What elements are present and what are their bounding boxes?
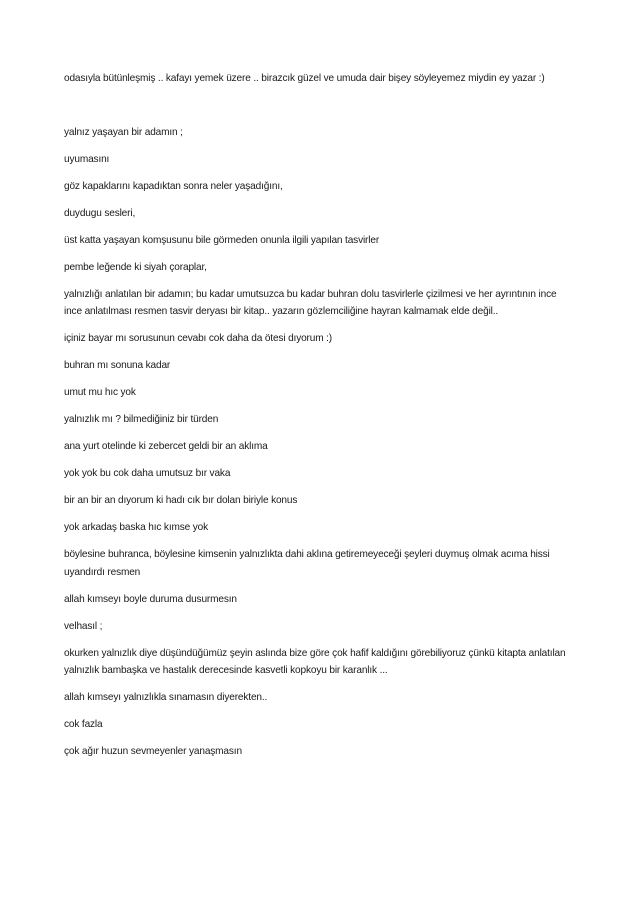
document-body (64, 70, 574, 770)
paragraph: odasıyla bütünleşmiş .. kafayı yemek üzere .. birazcık güzel ve umuda dair bişey söyleyemez miydin ey yazar :) (64, 73, 545, 84)
paragraph: ana yurt otelinde ki zebercet geldi bir an aklıma (64, 441, 268, 453)
paragraph: yalnız yaşayan bir adamın ; (64, 126, 183, 138)
paragraph: içiniz bayar mı sorusunun cevabı cok daha da ötesi dıyorum :) (64, 333, 333, 345)
paragraph: duydugu sesleri, (64, 207, 136, 219)
paragraph: velhasıl ; (64, 620, 103, 632)
paragraph: bir an bir an dıyorum ki hadı cık bır dolan biriyle konus (64, 494, 298, 506)
paragraph: göz kapaklarını kapadıktan sonra neler yaşadığını, (64, 180, 283, 192)
paragraph: umut mu hıc yok (64, 387, 136, 399)
paragraph: yalnızlığı anlatılan bir adamın; bu kadar umutsuzca bu kadar buhran dolu tasvirlerle çizilmesi ve her ayrıntının ince ince anlatılması resmen tasvir deryası bir kitap.. yazarın gözlemciliğine hayran kalmamak elde değil.. (64, 288, 557, 318)
paragraph: allah kımseyı boyle duruma dusurmesın (64, 593, 237, 605)
paragraph: çok ağır huzun sevmeyenler yanaşmasın (64, 746, 242, 758)
paragraph: cok fazla (64, 719, 103, 731)
paragraph: üst katta yaşayan komşusunu bile görmeden onunla ilgili yapılan tasvirler (64, 234, 380, 246)
paragraph: allah kımseyı yalnızlıkla sınamasın diyerekten.. (64, 692, 268, 704)
paragraph: pembe leğende ki siyah çoraplar, (64, 261, 207, 273)
paragraph: böylesine buhranca, böylesine kimsenin yalnızlıkta dahi aklına getiremeyeceği şeyleri duymuş olmak acıma hissi uyandırdı resmen (64, 548, 550, 578)
paragraph: buhran mı sonuna kadar (64, 360, 171, 372)
paragraph: okurken yalnızlık diye düşündüğümüz şeyin aslında bize göre çok hafif kaldığını görebiliyoruz çünkü kitapta anlatılan yalnızlık bambaşka ve hastalık derecesinde kasvetli kopkoyu bir karanlık ... (64, 647, 566, 677)
paragraph: yok yok bu cok daha umutsuz bır vaka (64, 468, 231, 479)
paragraph: yalnızlık mı ? bilmediğiniz bir türden (64, 414, 219, 426)
paragraph: yok arkadaş baska hıc kımse yok (64, 521, 209, 533)
paragraph: uyumasını (64, 153, 110, 165)
